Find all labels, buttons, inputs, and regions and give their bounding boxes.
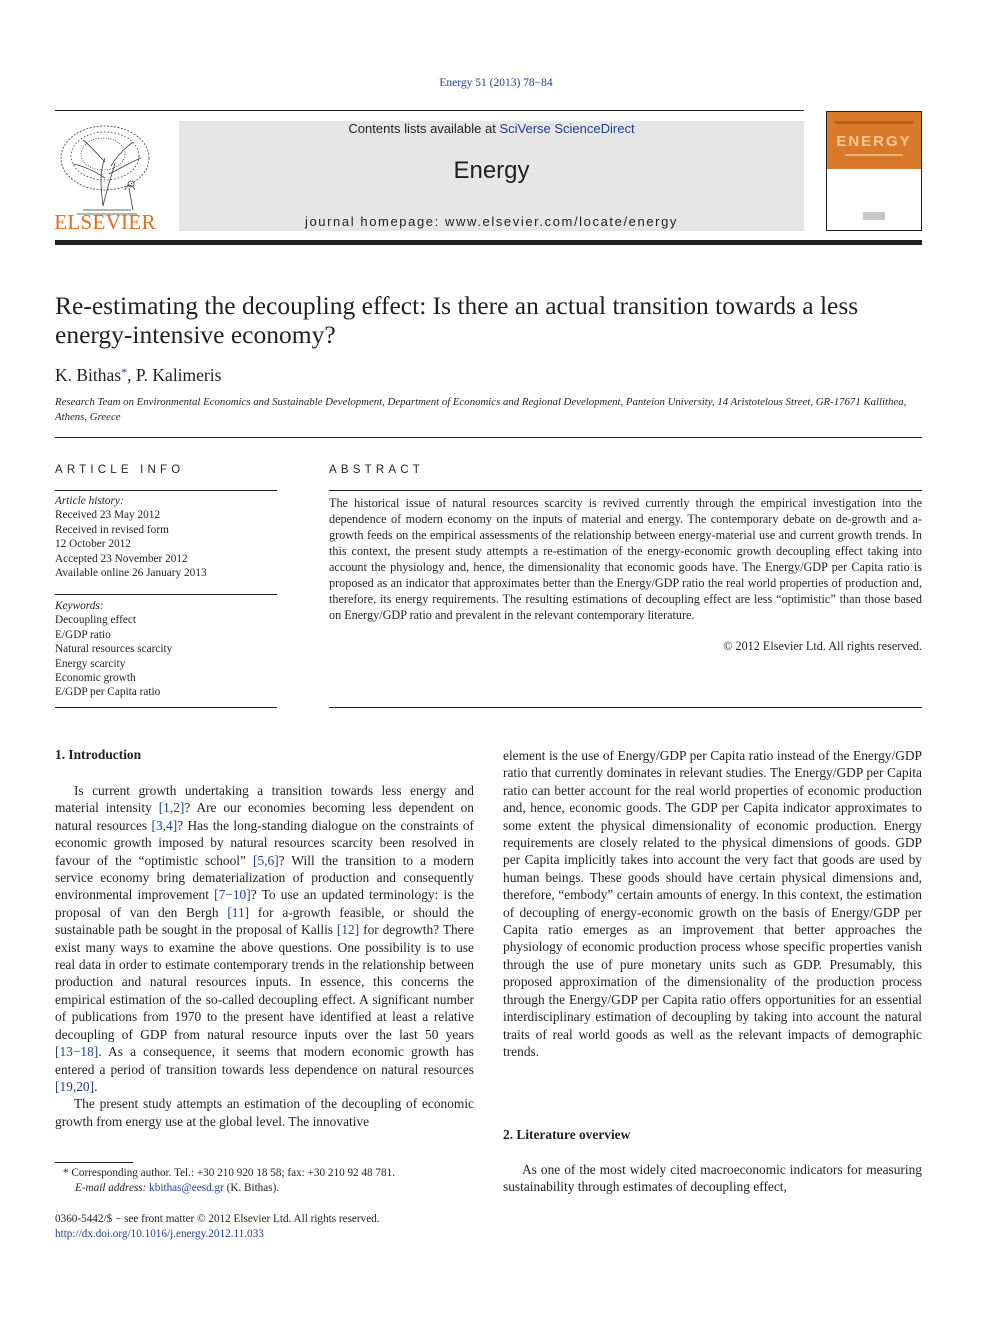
right-column-continuation: [503, 747, 922, 1060]
section-heading-introduction: 1. Introduction: [55, 747, 142, 762]
citation-ref-link[interactable]: [5,6]: [253, 852, 279, 868]
info-rule-top: [55, 490, 277, 491]
footnote-corresponding: * Corresponding author. Tel.: +30 210 920 18 58; fax: +30 210 92 48 781.: [63, 1167, 396, 1179]
keyword-item: Energy scarcity: [55, 657, 126, 670]
citation-ref-link[interactable]: [3,4]: [151, 817, 178, 833]
history-heading: Article history:: [55, 495, 124, 507]
intro-text-segment: for a-growth feasible, or should the sustainable path be sought in the proposal of Kallis: [55, 904, 474, 938]
intro-paragraph-1: [55, 782, 474, 1095]
intro-text-segment: . As a consequence, it seems that modern economic growth has entered a period of transition towards less dependence on natural resources: [55, 1044, 474, 1077]
abstract-label: ABSTRACT: [329, 464, 424, 476]
cover-subline: [845, 154, 903, 156]
intro-text-segment: for degrowth? There exist many ways to examine the above questions. One possibility is to use real data in order to estimate contemporary trends in the relationship between production and natural resources inputs. In essence, this concerns the empirical estimation of the so-called decoupling effect. A significant number of publications from 1970 to the present have identified at least a relative decoupling of GDP from natural resource inputs over the last 50 years: [55, 922, 474, 1042]
history-item: Received in revised form: [55, 523, 169, 536]
footnote-rule: [55, 1162, 133, 1163]
footer-issn: 0360-5442/$ − see front matter © 2012 Elsevier Ltd. All rights reserved.: [55, 1213, 380, 1225]
abstract-rule-bottom: [329, 707, 922, 708]
journal-banner: [179, 121, 804, 231]
citation-ref-link[interactable]: [7−10]: [214, 887, 251, 903]
intro-text-segment: ? Are our economies becoming less dependent on natural resources: [55, 800, 474, 833]
section-heading-literature: 2. Literature overview: [503, 1127, 631, 1142]
literature-column: [503, 1161, 922, 1196]
authors: [55, 365, 221, 386]
email-link[interactable]: kbithas@eesd.gr: [149, 1182, 224, 1194]
affiliation: Research Team on Environmental Economics and Sustainable Development, Department of Economics and Regional Development, Panteion University, 14 Aristotelous Street, GR-17671 Kallithea, Athens, Greece: [55, 396, 907, 423]
article-history: [55, 494, 277, 580]
right-paragraph-1: element is the use of Energy/GDP per Capita ratio instead of the Energy/GDP ratio that currently dominates in relevant studies. The Energy/GDP per Capita ratio can better account for the real world properties of economic production and, hence, economic goods. The GDP per Capita indicator approximates to some extent the physical dimensionality of economic production. Energy requirements are closely related to the physical dimensions of goods. GDP per Capita implicitly takes into account the very fact that goods are used by human beings. These goods should have certain physical dimensions and, therefore, “embody” certain amounts of energy. In this context, the estimation of decoupling of energy-economic growth on the basis of Energy/GDP per Capita ratio emerges as an improvement that better approaches the physiology of economic production process whose specific properties vanish through the use of pure monetary units such as GDP. Presumably, this proposed approximation of the dimensionality of the production process through the Energy/GDP per Capita ratio offers opportunities for an essential interdisciplinary estimation of decoupling by taking into account the natural traits of real world goods as well as the relevant impacts of demographic trends.: [503, 748, 922, 1059]
keyword-item: E/GDP per Capita ratio: [55, 686, 161, 699]
citation-ref-link[interactable]: [1,2]: [158, 800, 185, 816]
citation-ref-link[interactable]: [19,20]: [55, 1078, 95, 1094]
keyword-item: E/GDP ratio: [55, 628, 111, 641]
intro-text-segment: ? Will the transition to a modern service economy bring dematerialization of production and consequently environmental improvement: [55, 852, 474, 903]
citation-ref-link[interactable]: [13−18]: [55, 1044, 99, 1060]
info-rule-mid: [55, 594, 277, 595]
keywords: [55, 599, 277, 700]
abstract-copyright: © 2012 Elsevier Ltd. All rights reserved.: [723, 639, 922, 653]
cover-title: ENERGY: [836, 133, 912, 150]
doi-link[interactable]: http://dx.doi.org/10.1016/j.energy.2012.11.033: [55, 1228, 264, 1240]
cover-publisher-icon: [863, 212, 885, 220]
intro-paragraph-2: The present study attempts an estimation of the decoupling of economic growth from energy use at the global level. The innovative: [55, 1096, 474, 1129]
author-separator: ,: [127, 365, 136, 385]
article-info-label: ARTICLE INFO: [55, 464, 185, 476]
contents-line: [179, 121, 804, 136]
history-item: 12 October 2012: [55, 538, 131, 551]
keyword-item: Decoupling effect: [55, 614, 137, 627]
intro-text-segment: ? To use an updated terminology: is the proposal of van den Bergh: [55, 887, 474, 920]
footnote-email: [55, 1181, 474, 1196]
corresponding-author-mark[interactable]: *: [121, 365, 128, 379]
journal-citation[interactable]: Energy 51 (2013) 78−84: [439, 77, 553, 89]
contents-prefix: Contents lists available at: [348, 121, 500, 136]
info-rule-bottom: [55, 707, 277, 708]
keyword-item: Economic growth: [55, 672, 136, 685]
history-item: Received 23 May 2012: [55, 509, 161, 522]
intro-text-segment: Is current growth undertaking a transition towards less energy and material intensity: [55, 783, 474, 816]
email-suffix: (K. Bithas).: [223, 1182, 280, 1194]
journal-name: Energy: [453, 157, 530, 184]
intro-text-segment: ? Has the long-standing dialogue on the constraints of economic growth imposed by natural resources scarcity been resolved in favour of the “optimistic school”: [55, 817, 474, 868]
history-item: Available online 26 January 2013: [55, 567, 207, 580]
intro-column: [55, 782, 474, 1130]
literature-paragraph-1: As one of the most widely cited macroeconomic indicators for measuring sustainability through estimates of decoupling effect,: [503, 1162, 922, 1195]
keyword-item: Natural resources scarcity: [55, 643, 173, 656]
history-item: Accepted 23 November 2012: [55, 552, 188, 565]
journal-homepage[interactable]: journal homepage: www.elsevier.com/locate/energy: [304, 214, 679, 229]
intro-text-segment: .: [94, 1078, 98, 1094]
title-divider: [55, 437, 922, 438]
citation-ref-link[interactable]: [12]: [336, 922, 360, 938]
cover-strip: [835, 121, 913, 124]
article-title: Re-estimating the decoupling effect: Is there an actual transition towards a less energy-intensive economy?: [55, 291, 859, 349]
citation-ref-link[interactable]: [11]: [227, 904, 250, 920]
sciencedirect-link[interactable]: SciVerse ScienceDirect: [499, 121, 635, 136]
header-thick-rule: [55, 240, 922, 245]
email-label: E-mail address:: [75, 1182, 150, 1194]
footer-doi: [55, 1227, 555, 1242]
abstract-text: The historical issue of natural resources scarcity is revived currently through the empirical investigation into the dependence of modern economy on the inputs of material and energy. The contemporary debate on de-growth and a-growth feeds on the empirical assessments of the relationship between energy-material use and current growth trends. In this context, the present study attempts a re-estimation of the energy-economic growth decoupling effect taking into account the physiology and, hence, the dimensionality that economic goods have. The Energy/GDP per Capita ratio is proposed as an indicator that approximates better than the Energy/GDP ratio the real world properties of production and, therefore, its energy requirements. The resulting estimations of decoupling effect are less “optimistic” than those based on Energy/GDP ratio and prevalent in the relevant contemporary literature.: [329, 496, 922, 622]
author-kalimeris[interactable]: P. Kalimeris: [135, 365, 222, 385]
abstract-rule-top: [329, 490, 922, 491]
author-bithas[interactable]: K. Bithas: [55, 365, 122, 385]
elsevier-wordmark[interactable]: ELSEVIER: [54, 210, 156, 234]
journal-cover-thumbnail[interactable]: [826, 111, 922, 231]
keywords-heading: Keywords:: [55, 600, 104, 612]
header-rule: [55, 110, 804, 111]
